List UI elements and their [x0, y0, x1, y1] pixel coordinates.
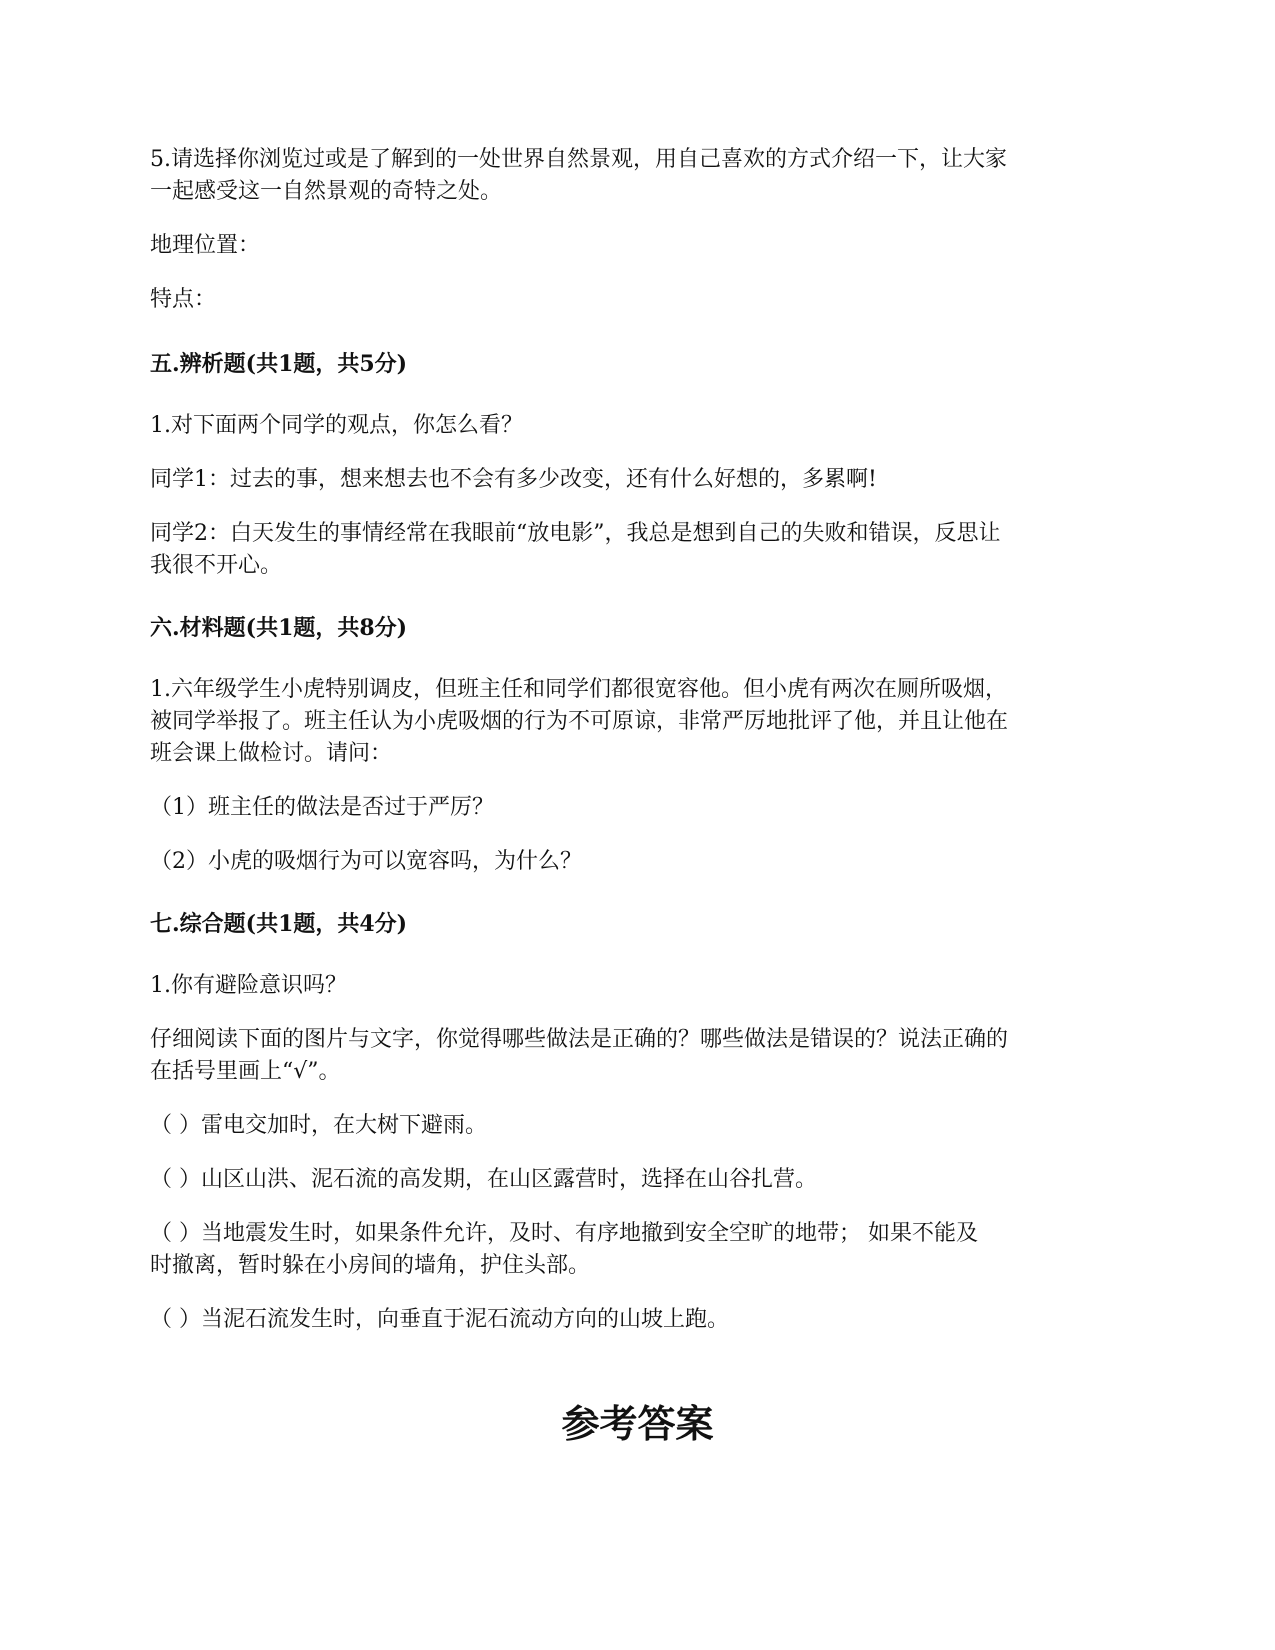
section-6-question-line-2: 被同学举报了。班主任认为小虎吸烟的行为不可原谅，非常严厉地批评了他，并且让他在	[150, 709, 1009, 734]
section-7-heading: 七.综合题(共1题，共4分)	[150, 911, 408, 937]
student-2-view-line-1: 同学2：白天发生的事情经常在我眼前“放电影”，我总是想到自己的失败和错误，反思让	[150, 521, 1001, 546]
q5-text-line-2: 一起感受这一自然景观的奇特之处。	[150, 179, 503, 204]
student-2-view-line-2: 我很不开心。	[150, 553, 283, 578]
option-3-line-2: 时撤离，暂时躲在小房间的墙角，护住头部。	[150, 1253, 591, 1278]
student-1-view: 同学1：过去的事，想来想去也不会有多少改变，还有什么好想的，多累啊!	[150, 467, 877, 492]
section-7-instruction-line-2: 在括号里画上“√”。	[150, 1059, 341, 1084]
features-label: 特点：	[150, 287, 217, 312]
answers-title: 参考答案	[561, 1401, 714, 1446]
section-6-question-line-1: 1.六年级学生小虎特别调皮，但班主任和同学们都很宽容他。但小虎有两次在厕所吸烟，	[150, 677, 1007, 702]
sub-question-2: （2）小虎的吸烟行为可以宽容吗，为什么？	[150, 849, 582, 874]
sub-question-1: （1）班主任的做法是否过于严厉？	[150, 795, 494, 820]
q5-text-line-1: 5.请选择你浏览过或是了解到的一处世界自然景观，用自己喜欢的方式介绍一下，让大家	[150, 147, 1007, 172]
section-7-instruction-line-1: 仔细阅读下面的图片与文字，你觉得哪些做法是正确的？哪些做法是错误的？说法正确的	[150, 1027, 1009, 1052]
section-6-heading: 六.材料题(共1题，共8分)	[150, 615, 408, 641]
section-5-question: 1.对下面两个同学的观点，你怎么看？	[150, 413, 523, 438]
option-2: （ ）山区山洪、泥石流的高发期，在山区露营时，选择在山谷扎营。	[150, 1167, 817, 1192]
location-label: 地理位置：	[150, 233, 261, 258]
option-3-line-1: （ ）当地震发生时，如果条件允许，及时、有序地撤到安全空旷的地带； 如果不能及	[150, 1221, 978, 1246]
option-4: （ ）当泥石流发生时，向垂直于泥石流动方向的山坡上跑。	[150, 1307, 729, 1332]
section-6-question-line-3: 班会课上做检讨。请问：	[150, 741, 393, 766]
option-1: （ ）雷电交加时，在大树下避雨。	[150, 1113, 487, 1138]
section-7-question: 1.你有避险意识吗？	[150, 973, 347, 998]
section-5-heading: 五.辨析题(共1题，共5分)	[150, 351, 408, 377]
